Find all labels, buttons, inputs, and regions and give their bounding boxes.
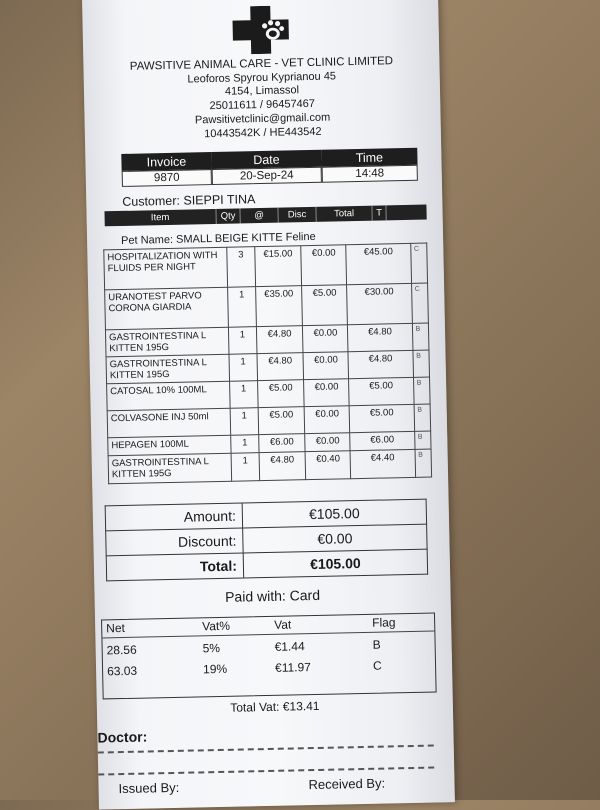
vat-flag: B xyxy=(372,637,381,652)
col-tax-flag: T xyxy=(372,205,386,220)
clinic-address-line2: 4154, Limassol xyxy=(224,84,300,98)
invoice-time: 14:48 xyxy=(322,165,418,183)
vat-summary xyxy=(101,612,437,699)
item-disc: €0.40 xyxy=(306,451,351,480)
clinic-registration: 10443542K / HE443542 xyxy=(204,125,322,141)
vat-rate: 19% xyxy=(202,661,228,677)
item-total: €4.40 xyxy=(350,449,415,478)
item-qty: 1 xyxy=(230,381,258,409)
amount-value: €105.00 xyxy=(242,499,426,528)
item-qty: 1 xyxy=(230,408,258,436)
item-total: €4.80 xyxy=(348,350,413,378)
payment-method: Paid with: Card xyxy=(224,586,321,605)
items-table xyxy=(103,243,432,485)
vat-net: 63.03 xyxy=(106,663,138,679)
invoice-label: Invoice xyxy=(121,152,211,172)
table-row xyxy=(104,243,428,290)
item-name: HOSPITALIZATION WITH FLUIDS PER NIGHT xyxy=(104,247,228,290)
item-tax-flag: C xyxy=(411,283,428,323)
item-total: €5.00 xyxy=(349,404,414,432)
item-tax-flag: B xyxy=(413,350,430,377)
item-name: GASTROINTESTINA L KITTEN 195G xyxy=(108,453,232,484)
item-disc: €5.00 xyxy=(302,285,348,326)
item-tax-flag: C xyxy=(410,243,427,283)
received-by-label: Received By: xyxy=(308,775,386,793)
item-name: GASTROINTESTINA L KITTEN 195G xyxy=(105,327,229,357)
clinic-phone: 25011611 / 96457467 xyxy=(209,97,316,113)
item-name: COLVASONE INJ 50ml xyxy=(107,408,231,438)
totals-table xyxy=(105,499,429,582)
issued-by-label: Issued By: xyxy=(118,779,180,797)
amount-label: Amount: xyxy=(105,503,242,531)
col-qty: Qty xyxy=(216,208,240,223)
invoice-number: 9870 xyxy=(122,169,212,187)
vat-col-vat: Vat xyxy=(274,617,292,632)
clinic-address-line1: Leoforos Spyrou Kyprianou 45 xyxy=(187,70,337,86)
discount-label: Discount: xyxy=(106,528,243,556)
receipt xyxy=(82,0,455,810)
item-total: €5.00 xyxy=(349,377,414,405)
divider xyxy=(98,767,434,776)
item-disc: €0.00 xyxy=(304,379,349,407)
item-price: €15.00 xyxy=(254,246,302,287)
total-value: €105.00 xyxy=(243,549,427,578)
pet-name: Pet Name: SMALL BEIGE KITTE Feline xyxy=(120,230,316,247)
vat-col-net: Net xyxy=(106,620,126,636)
vat-amount: €11.97 xyxy=(274,660,312,675)
col-price: @ xyxy=(240,208,278,224)
vat-net: 28.56 xyxy=(106,642,137,658)
item-price: €5.00 xyxy=(257,380,304,408)
item-tax-flag: B xyxy=(414,431,431,449)
col-disc: Disc xyxy=(278,207,316,223)
col-item: Item xyxy=(104,209,216,226)
vat-row xyxy=(103,635,435,659)
item-qty: 1 xyxy=(231,435,259,454)
item-price: €5.00 xyxy=(258,407,305,435)
discount-value: €0.00 xyxy=(243,524,427,553)
item-total: €6.00 xyxy=(350,431,415,450)
date-label: Date xyxy=(211,150,321,170)
doctor-label: Doctor: xyxy=(97,728,148,746)
item-qty: 1 xyxy=(229,327,257,355)
item-price: €4.80 xyxy=(256,326,303,354)
item-price: €35.00 xyxy=(255,286,303,327)
vat-header-row xyxy=(102,613,434,638)
vat-row xyxy=(103,656,435,680)
item-price: €4.80 xyxy=(257,353,304,381)
item-qty: 3 xyxy=(227,247,255,288)
item-qty: 1 xyxy=(229,354,257,382)
item-tax-flag: B xyxy=(413,377,430,404)
item-tax-flag: B xyxy=(412,323,429,350)
table-row xyxy=(108,449,432,484)
clinic-email: Pawsitivetclinic@gmail.com xyxy=(194,111,331,127)
item-name: GASTROINTESTINA L KITTEN 195G xyxy=(106,354,230,384)
vat-rate: 5% xyxy=(202,640,221,656)
vat-amount: €1.44 xyxy=(274,639,305,654)
paw-cross-logo-icon xyxy=(228,5,299,54)
table-row xyxy=(105,283,429,330)
item-disc: €0.00 xyxy=(303,352,348,380)
col-total: Total xyxy=(316,206,372,222)
item-disc: €0.00 xyxy=(303,325,348,353)
item-total: €4.80 xyxy=(348,323,413,351)
item-price: €4.80 xyxy=(259,452,306,481)
item-name: CATOSAL 10% 100ML xyxy=(107,381,231,411)
customer-name: Customer: SIEPPI TINA xyxy=(122,192,256,209)
item-name: URANOTEST PARVO CORONA GIARDIA xyxy=(105,287,229,330)
total-row xyxy=(106,549,427,581)
item-tax-flag: B xyxy=(415,449,432,477)
item-tax-flag: B xyxy=(414,404,431,431)
vat-col-flag: Flag xyxy=(372,615,396,630)
clinic-name: PAWSITIVE ANIMAL CARE - VET CLINIC LIMITED xyxy=(129,55,394,73)
item-price: €6.00 xyxy=(258,434,305,453)
total-label: Total: xyxy=(106,553,243,581)
item-total: €30.00 xyxy=(347,283,412,324)
item-disc: €0.00 xyxy=(305,406,350,434)
item-qty: 1 xyxy=(231,453,259,482)
item-disc: €0.00 xyxy=(305,433,350,452)
item-total: €45.00 xyxy=(346,243,411,284)
item-qty: 1 xyxy=(228,287,256,328)
divider xyxy=(98,745,434,754)
vat-col-rate: Vat% xyxy=(202,618,231,634)
item-disc: €0.00 xyxy=(301,245,347,286)
time-label: Time xyxy=(321,148,417,168)
item-name: HEPAGEN 100ML xyxy=(108,435,232,456)
total-vat: Total Vat: €13.41 xyxy=(230,698,320,715)
vat-flag: C xyxy=(372,658,382,673)
invoice-date: 20-Sep-24 xyxy=(212,167,322,185)
